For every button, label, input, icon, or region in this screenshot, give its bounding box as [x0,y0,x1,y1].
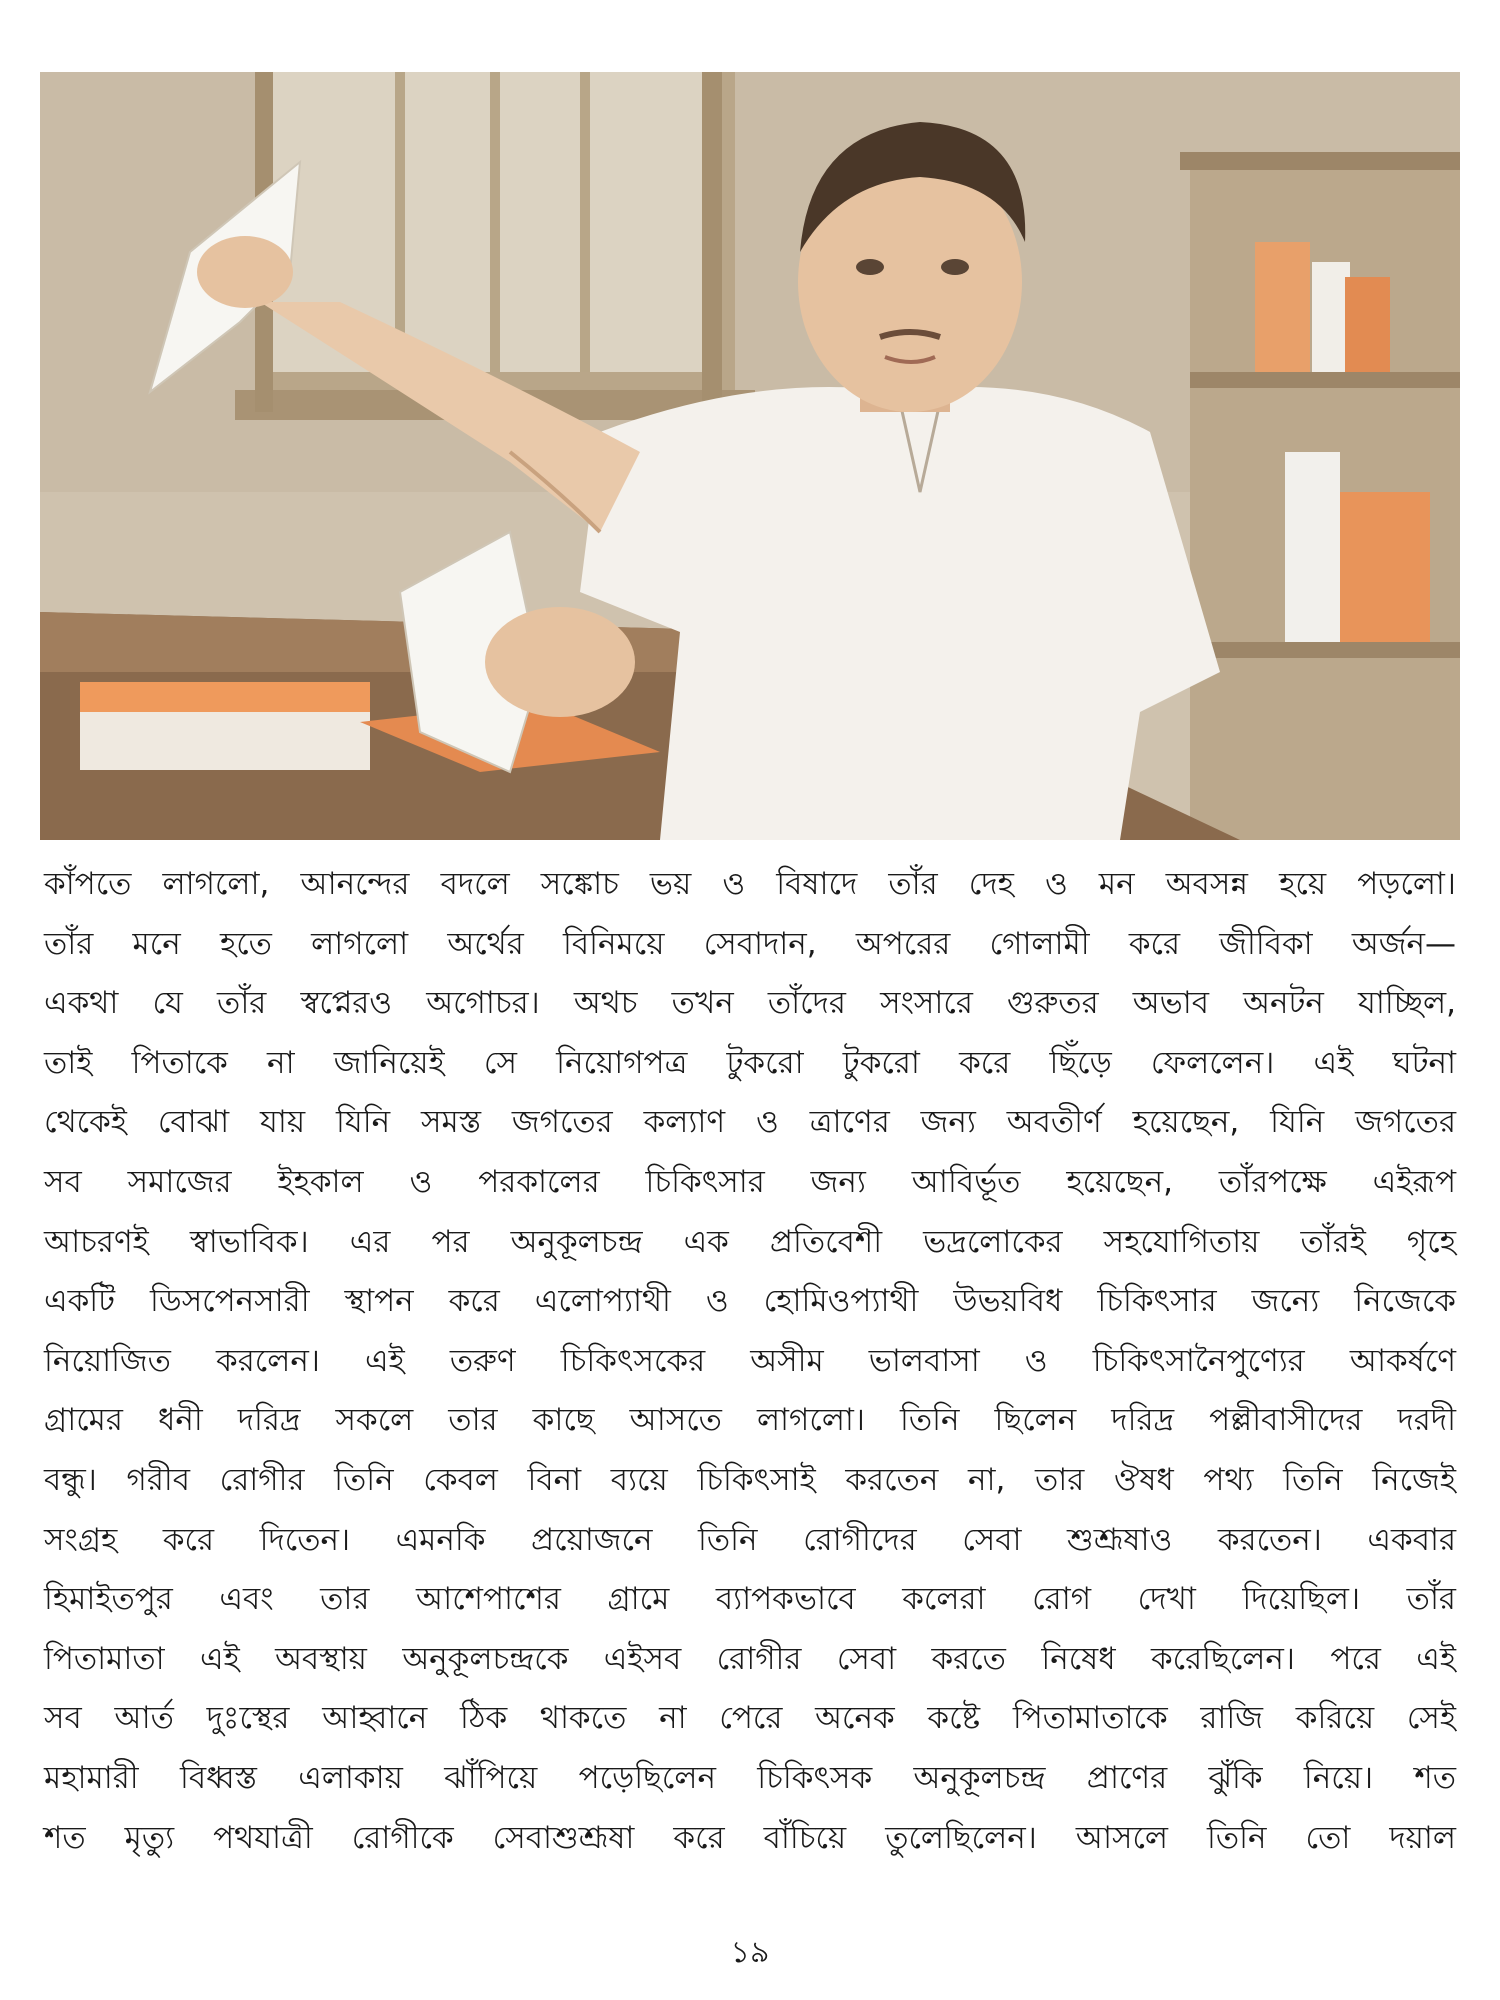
text-line: শত মৃত্যু পথযাত্রী রোগীকে সেবাশুশ্রূষা করে বাঁচিয়ে তুলেছিলেন। আসলে তিনি তো দয়াল [44,1819,1456,1856]
text-line: আচরণই স্বাভাবিক। এর পর অনুকূলচন্দ্র এক প্রতিবেশী ভদ্রলোকের সহযোগিতায় তাঁরই গৃহে [44,1223,1456,1260]
text-line: হিমাইতপুর এবং তার আশেপাশের গ্রামে ব্যাপকভাবে কলেরা রোগ দেখা দিয়েছিল। তাঁর [44,1581,1456,1618]
text-line: সব সমাজের ইহকাল ও পরকালের চিকিৎসার জন্য আবির্ভূত হয়েছেন, তাঁরপক্ষে এইরূপ [44,1163,1456,1200]
text-line: তাই পিতাকে না জানিয়েই সে নিয়োগপত্র টুকরো টুকরো করে ছিঁড়ে ফেললেন। এই ঘটনা [44,1044,1456,1081]
text-line: থেকেই বোঝা যায় যিনি সমস্ত জগতের কল্যাণ ও ত্রাণের জন্য অবতীর্ণ হয়েছেন, যিনি জগতের [44,1104,1456,1141]
text-line: সব আর্ত দুঃস্থের আহ্বানে ঠিক থাকতে না পেরে অনেক কষ্টে পিতামাতাকে রাজি করিয়ে সেই [44,1700,1456,1737]
text-line: মহামারী বিধ্বস্ত এলাকায় ঝাঁপিয়ে পড়েছিলেন চিকিৎসক অনুকূলচন্দ্র প্রাণের ঝুঁকি নিয়ে। শত [44,1759,1456,1796]
text-line: একথা যে তাঁর স্বপ্নেরও অগোচর। অথচ তখন তাঁদের সংসারে গুরুতর অভাব অনটন যাচ্ছিল, [44,985,1456,1022]
body-text [44,855,1456,1868]
text-line: গ্রামের ধনী দরিদ্র সকলে তার কাছে আসতে লাগলো। তিনি ছিলেন দরিদ্র পল্লীবাসীদের দরদী [44,1402,1456,1439]
text-line: পিতামাতা এই অবস্থায় অনুকূলচন্দ্রকে এইসব রোগীর সেবা করতে নিষেধ করেছিলেন। পরে এই [44,1640,1456,1677]
text-line: সংগ্রহ করে দিতেন। এমনকি প্রয়োজনে তিনি রোগীদের সেবা শুশ্রূষাও করতেন। একবার [44,1521,1456,1558]
illustration [40,72,1460,840]
text-line: তাঁর মনে হতে লাগলো অর্থের বিনিময়ে সেবাদান, অপরের গোলামী করে জীবিকা অর্জন— [44,925,1456,962]
text-line: একটি ডিসপেনসারী স্থাপন করে এলোপ্যাথী ও হোমিওপ্যাথী উভয়বিধ চিকিৎসার জন্যে নিজেকে [44,1283,1456,1320]
page-number: ১৯ [730,1935,770,1970]
text-line: বন্ধু। গরীব রোগীর তিনি কেবল বিনা ব্যয়ে চিকিৎসাই করতেন না, তার ঔষধ পথ্য তিনি নিজেই [44,1461,1456,1498]
illustration-drawing [40,72,1460,840]
text-line: নিয়োজিত করলেন। এই তরুণ চিকিৎসকের অসীম ভালবাসা ও চিকিৎসানৈপুণ্যের আকর্ষণে [44,1342,1456,1379]
text-line: কাঁপতে লাগলো, আনন্দের বদলে সঙ্কোচ ভয় ও বিষাদে তাঁর দেহ ও মন অবসন্ন হয়ে পড়লো। [44,866,1456,902]
